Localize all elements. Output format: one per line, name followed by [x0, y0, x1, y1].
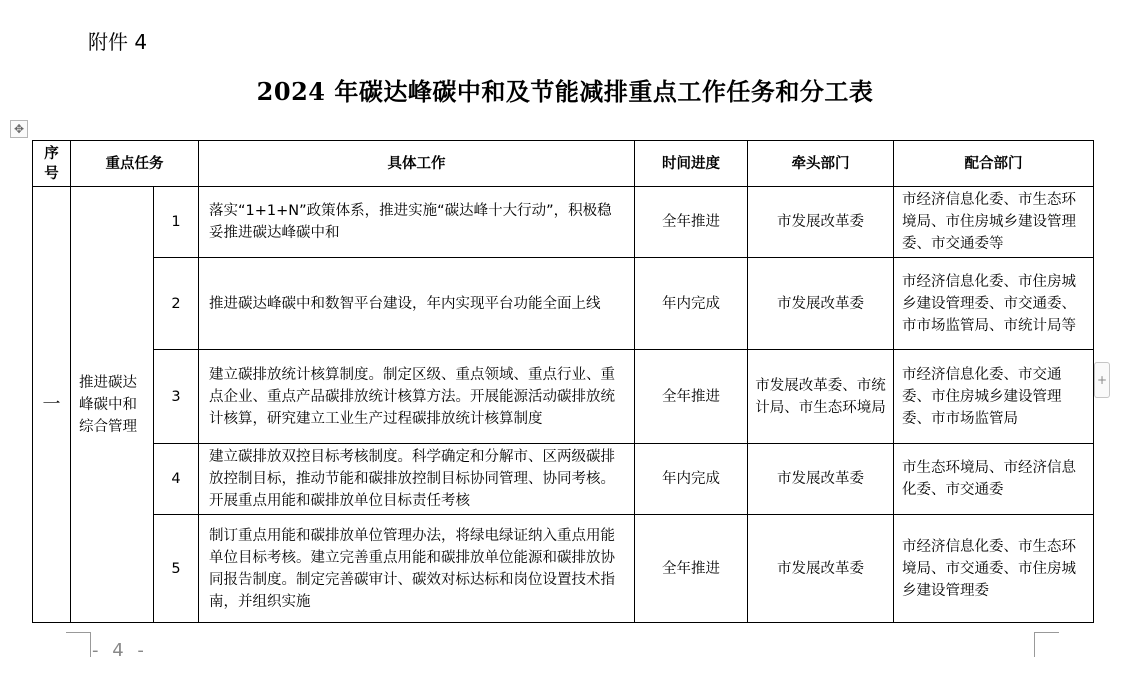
- header-task: 重点任务: [71, 141, 199, 187]
- row-number: 2: [154, 258, 199, 350]
- crop-mark-right: [1034, 632, 1059, 657]
- table-row: [33, 258, 1094, 350]
- row-schedule: 全年推进: [635, 515, 748, 623]
- attachment-label: 附件 4: [88, 30, 148, 54]
- row-lead: 市发展改革委、市统计局、市生态环境局: [748, 350, 894, 444]
- table-row: [33, 444, 1094, 515]
- row-cooperate: 市生态环境局、市经济信息化委、市交通委: [894, 444, 1094, 515]
- header-seq: 序号: [33, 141, 71, 187]
- row-cooperate: 市经济信息化委、市交通委、市住房城乡建设管理委、市市场监管局: [894, 350, 1094, 444]
- document-title: 2024 年碳达峰碳中和及节能减排重点工作任务和分工表: [256, 77, 874, 106]
- row-work: 推进碳达峰碳中和数智平台建设，年内实现平台功能全面上线: [199, 258, 635, 350]
- row-schedule: 全年推进: [635, 187, 748, 258]
- move-icon[interactable]: ✥: [10, 120, 28, 138]
- table-header-row: [33, 141, 1094, 187]
- header-cooperate: 配合部门: [894, 141, 1094, 187]
- row-lead: 市发展改革委: [748, 187, 894, 258]
- task-table: [32, 140, 1094, 623]
- row-cooperate: 市经济信息化委、市生态环境局、市住房城乡建设管理委、市交通委等: [894, 187, 1094, 258]
- row-cooperate: 市经济信息化委、市住房城乡建设管理委、市交通委、市市场监管局、市统计局等: [894, 258, 1094, 350]
- row-number: 3: [154, 350, 199, 444]
- table-row: [33, 350, 1094, 444]
- row-schedule: 年内完成: [635, 258, 748, 350]
- row-work: 制订重点用能和碳排放单位管理办法，将绿电绿证纳入重点用能单位目标考核。建立完善重点用能和碳排放单位能源和碳排放协同报告制度。制定完善碳审计、碳效对标达标和岗位设置技术指南，并组织实施: [199, 515, 635, 623]
- row-lead: 市发展改革委: [748, 444, 894, 515]
- row-schedule: 年内完成: [635, 444, 748, 515]
- row-number: 1: [154, 187, 199, 258]
- row-lead: 市发展改革委: [748, 258, 894, 350]
- row-work: 落实“1+1+N”政策体系，推进实施“碳达峰十大行动”，积极稳妥推进碳达峰碳中和: [199, 187, 635, 258]
- header-schedule: 时间进度: [635, 141, 748, 187]
- table-row: [33, 187, 1094, 258]
- group-task: 推进碳达峰碳中和综合管理: [71, 187, 154, 623]
- header-work: 具体工作: [199, 141, 635, 187]
- page-number: - 4 -: [92, 640, 148, 661]
- row-lead: 市发展改革委: [748, 515, 894, 623]
- plus-icon[interactable]: +: [1094, 362, 1110, 398]
- row-work: 建立碳排放统计核算制度。制定区级、重点领域、重点行业、重点企业、重点产品碳排放统计核算方法。开展能源活动碳排放统计核算，研究建立工业生产过程碳排放统计核算制度: [199, 350, 635, 444]
- crop-mark-left: [66, 632, 91, 657]
- row-number: 4: [154, 444, 199, 515]
- table-row: [33, 515, 1094, 623]
- row-cooperate: 市经济信息化委、市生态环境局、市交通委、市住房城乡建设管理委: [894, 515, 1094, 623]
- header-lead: 牵头部门: [748, 141, 894, 187]
- row-number: 5: [154, 515, 199, 623]
- row-work: 建立碳排放双控目标考核制度。科学确定和分解市、区两级碳排放控制目标，推动节能和碳排放控制目标协同管理、协同考核。开展重点用能和碳排放单位目标责任考核: [199, 444, 635, 515]
- group-seq: 一: [33, 187, 71, 623]
- row-schedule: 全年推进: [635, 350, 748, 444]
